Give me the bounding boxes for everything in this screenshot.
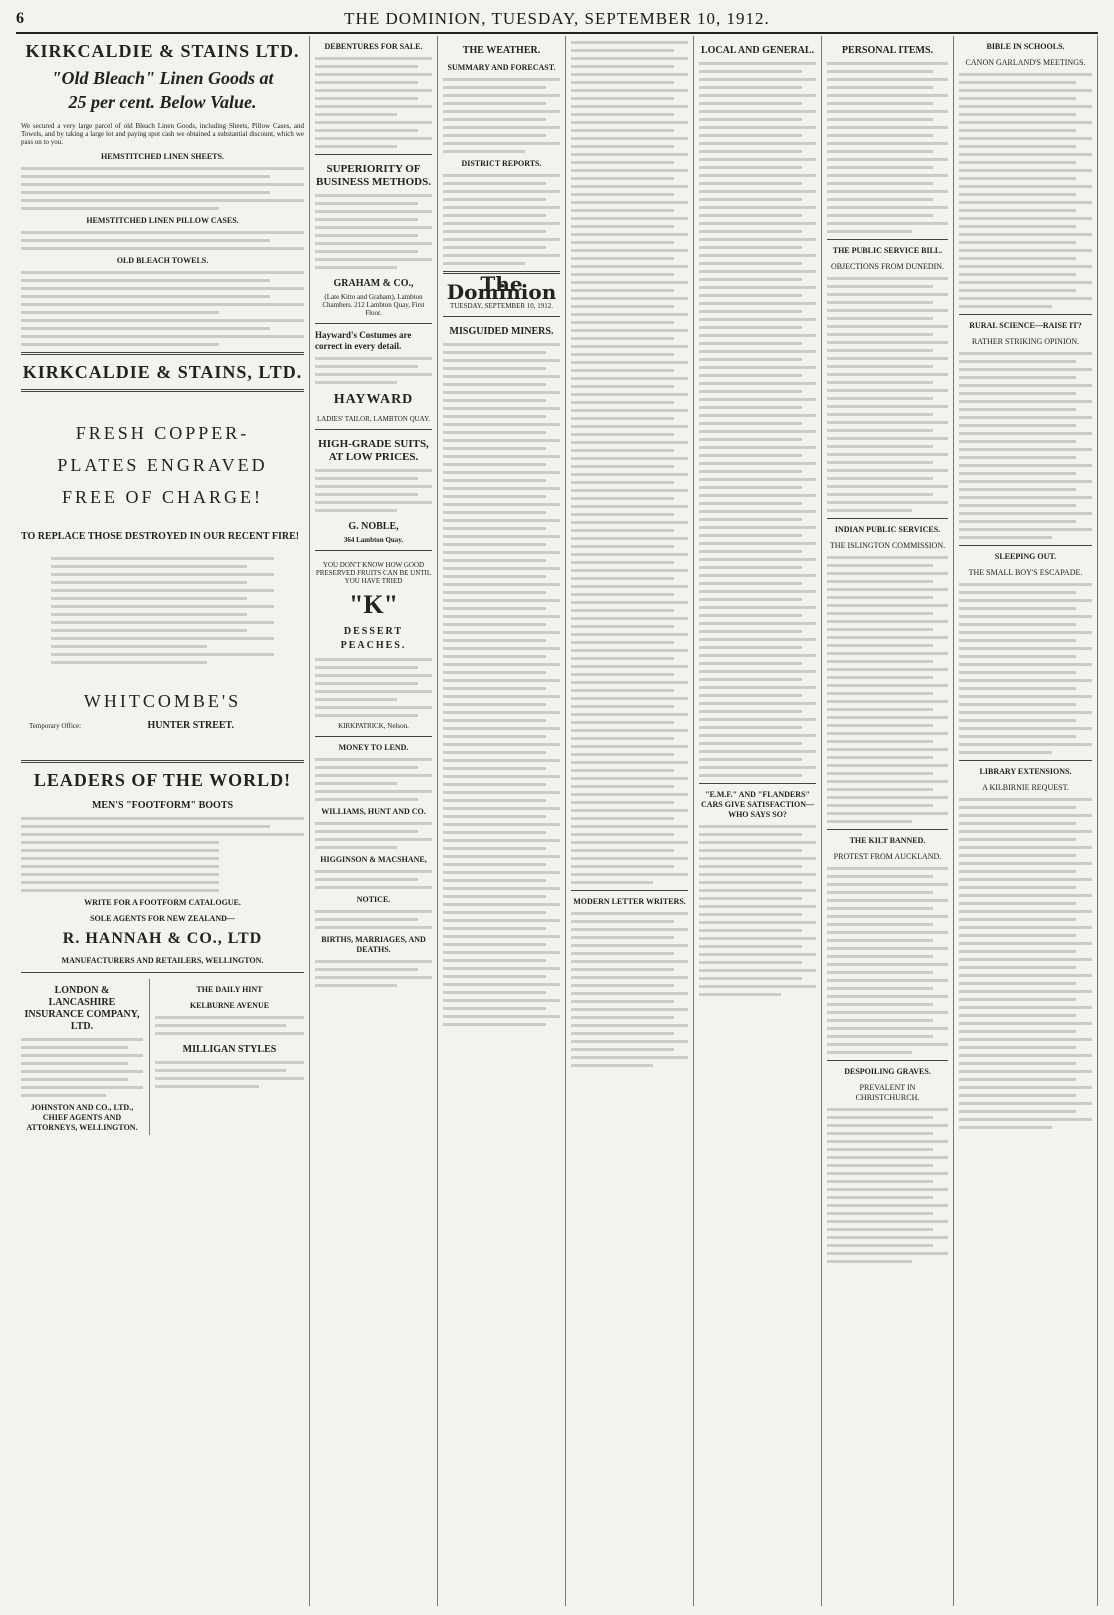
k-brand: "K": [348, 590, 399, 619]
money-text: [315, 758, 432, 801]
kilt-heading: THE KILT BANNED.: [849, 836, 926, 845]
newspaper-title: THE DOMINION, TUESDAY, SEPTEMBER 10, 1912.: [344, 9, 770, 28]
library-text: [959, 798, 1092, 1129]
price-list: [21, 271, 304, 346]
highgrade-heading: HIGH-GRADE SUITS, AT LOW PRICES.: [318, 438, 429, 463]
hayward-heading: Hayward's Costumes are correct in every detail.: [315, 330, 412, 351]
dessert-peaches: DESSERT PEACHES.: [340, 626, 407, 651]
temporary-office: Temporary Office:: [29, 722, 82, 730]
public-service-heading: THE PUBLIC SERVICE BILL.: [832, 246, 943, 255]
column-bible: [954, 36, 1098, 1606]
hayward-name: HAYWARD: [333, 392, 414, 407]
rural-text: [959, 352, 1092, 539]
sheets-heading: HEMSTITCHED LINEN SHEETS.: [101, 152, 224, 161]
page-number: 6: [16, 10, 24, 27]
old-bleach-tagline: "Old Bleach" Linen Goods at: [51, 68, 274, 88]
price-list: [21, 231, 304, 250]
emf-text: [699, 825, 816, 996]
graham-name: GRAHAM & CO.,: [333, 278, 414, 289]
emf-flanders-heading: "E.M.F." AND "FLANDERS" CARS GIVE SATISFACTION—WHO SAYS SO?: [700, 790, 815, 819]
misguided-heading: MISGUIDED MINERS.: [449, 326, 554, 337]
column-small-ads: [310, 36, 438, 1606]
london-lancashire: LONDON & LANCASHIRE INSURANCE COMPANY, LTD.: [24, 985, 140, 1032]
small-boy-heading: THE SMALL BOY'S ESCAPADE.: [968, 568, 1083, 577]
footform-heading: MEN'S "FOOTFORM" BOOTS: [91, 800, 234, 811]
copper-line-1: FRESH COPPER-: [75, 423, 250, 443]
fire-notice: [51, 557, 274, 664]
masthead: [16, 6, 1098, 34]
graves-text: [827, 1108, 948, 1263]
district-heading: DISTRICT REPORTS.: [461, 159, 542, 168]
hint-text: [155, 1016, 304, 1035]
dominion-nameplate: The Dominion: [446, 272, 557, 304]
personal-text: [827, 62, 948, 233]
editorial-text: [443, 343, 560, 1026]
sole-agents: SOLE AGENTS FOR NEW ZEALAND—: [90, 914, 235, 923]
modern-letters-heading: MODERN LETTER WRITERS.: [573, 897, 686, 906]
pillow-heading: HEMSTITCHED LINEN PILLOW CASES.: [86, 216, 239, 225]
boot-list: [21, 817, 304, 892]
daily-hint: THE DAILY HINT: [196, 985, 263, 994]
williams-text: [315, 822, 432, 849]
milligan-styles: MILLIGAN STYLES: [182, 1044, 277, 1055]
canon-heading: CANON GARLAND'S MEETINGS.: [965, 58, 1086, 67]
forecast-text: [443, 78, 560, 153]
hayward-text: [315, 357, 432, 384]
notice-text: [315, 910, 432, 929]
higginson: HIGGINSON & MACSHANE,: [320, 855, 427, 864]
protest-heading: PROTEST FROM AUCKLAND.: [833, 852, 942, 861]
local-text: [699, 62, 816, 777]
noble-name: G. NOBLE,: [348, 521, 399, 532]
column-personal: [822, 36, 954, 1606]
williams-hunt: WILLIAMS, HUNT AND CO.: [321, 807, 426, 816]
bible-heading: BIBLE IN SCHOOLS.: [986, 42, 1065, 51]
rural-heading: RURAL SCIENCE—RAISE IT?: [969, 321, 1082, 330]
linen-intro: We secured a very large parcel of old Bleach Linen Goods, including Sheets, Pillow Cases, and Towels, and by taking a large lot and paying spot cash we obtained a substantial discount, which we pass on to you.: [21, 122, 304, 146]
local-heading: LOCAL AND GENERAL.: [700, 45, 815, 56]
superiority-text: [315, 194, 432, 269]
objections-heading: OBJECTIONS FROM DUNEDIN.: [830, 262, 945, 271]
noble-address: 364 Lambton Quay.: [343, 536, 404, 544]
indian-heading: INDIAN PUBLIC SERVICES.: [834, 525, 941, 534]
superiority-heading: SUPERIORITY OF BUSINESS METHODS.: [316, 163, 431, 188]
library-heading: LIBRARY EXTENSIONS.: [979, 767, 1072, 776]
births-heading: BIRTHS, MARRIAGES, AND DEATHS.: [321, 935, 426, 954]
hannah-sub: MANUFACTURERS AND RETAILERS, WELLINGTON.: [61, 956, 264, 965]
prevalent-heading: PREVALENT IN CHRISTCHURCH.: [855, 1083, 920, 1102]
kilt-text: [827, 867, 948, 1054]
kelburne-avenue: KELBURNE AVENUE: [189, 1001, 270, 1010]
kilbirnie-heading: A KILBIRNIE REQUEST.: [982, 783, 1069, 792]
district-text: [443, 174, 560, 265]
sleeping-text: [959, 583, 1092, 754]
indian-text: [827, 556, 948, 823]
column-editorial: [438, 36, 566, 1606]
whitcombe-name: WHITCOMBE'S: [83, 691, 242, 711]
milligan-text: [155, 1061, 304, 1088]
column-advertisements: [16, 36, 310, 1606]
rather-heading: RATHER STRIKING OPINION.: [971, 337, 1080, 346]
highgrade-text: [315, 469, 432, 512]
bible-text: [959, 73, 1092, 308]
kirkcaldie-heading: KIRKCALDIE & STAINS LTD.: [25, 41, 300, 61]
notice-heading: NOTICE.: [356, 895, 391, 904]
letters-text: [571, 41, 688, 884]
column-letters: [566, 36, 694, 1606]
debentures-heading: DEBENTURES FOR SALE.: [324, 42, 423, 51]
leaders-heading: LEADERS OF THE WORLD!: [33, 770, 292, 790]
hayward-sub: LADIES' TAILOR, LAMBTON QUAY.: [316, 415, 431, 423]
replace-heading: TO REPLACE THOSE DESTROYED IN OUR RECENT FIRE!: [21, 531, 300, 542]
personal-heading: PERSONAL ITEMS.: [841, 45, 934, 56]
johnston-agents: JOHNSTON AND CO., LTD., CHIEF AGENTS AND ATTORNEYS, WELLINGTON.: [26, 1103, 138, 1132]
modern-letters-text: [571, 912, 688, 1067]
price-list: [21, 167, 304, 210]
column-local: [694, 36, 822, 1606]
catalogue-line: WRITE FOR A FOOTFORM CATALOGUE.: [84, 898, 241, 907]
money-heading: MONEY TO LEND.: [338, 743, 409, 752]
preserved-text: YOU DON'T KNOW HOW GOOD PRESERVED FRUITS CAN BE UNTIL YOU HAVE TRIED: [315, 561, 432, 585]
copper-line-3: FREE OF CHARGE!: [61, 487, 263, 507]
sleeping-heading: SLEEPING OUT.: [994, 552, 1057, 561]
higginson-text: [315, 870, 432, 889]
kirkpatrick: KIRKPATRICK, Nelson.: [338, 722, 409, 730]
hunter-street: HUNTER STREET.: [147, 720, 234, 731]
despoiling-heading: DESPOILING GRAVES.: [844, 1067, 931, 1076]
public-service-text: [827, 277, 948, 512]
copper-line-2: PLATES ENGRAVED: [57, 455, 268, 475]
islington-heading: THE ISLINGTON COMMISSION.: [829, 541, 946, 550]
kirkcaldie-heading-2: KIRKCALDIE & STAINS, LTD.: [22, 362, 303, 382]
peaches-text: [315, 658, 432, 717]
debentures-text: [315, 57, 432, 148]
weather-heading: THE WEATHER.: [462, 45, 541, 56]
graham-address: (Late Kitto and Graham), Lambton Chambers. 212 Lambton Quay, First Floor.: [322, 293, 425, 317]
editorial-date: TUESDAY, SEPTEMBER 10, 1912.: [449, 302, 554, 310]
hannah-name: R. HANNAH & CO., LTD: [62, 930, 263, 947]
insurance-text: [21, 1038, 143, 1097]
summary-heading: SUMMARY AND FORECAST.: [447, 63, 556, 72]
towels-heading: OLD BLEACH TOWELS.: [116, 256, 209, 265]
discount-tagline: 25 per cent. Below Value.: [68, 92, 257, 112]
births-text: [315, 960, 432, 987]
